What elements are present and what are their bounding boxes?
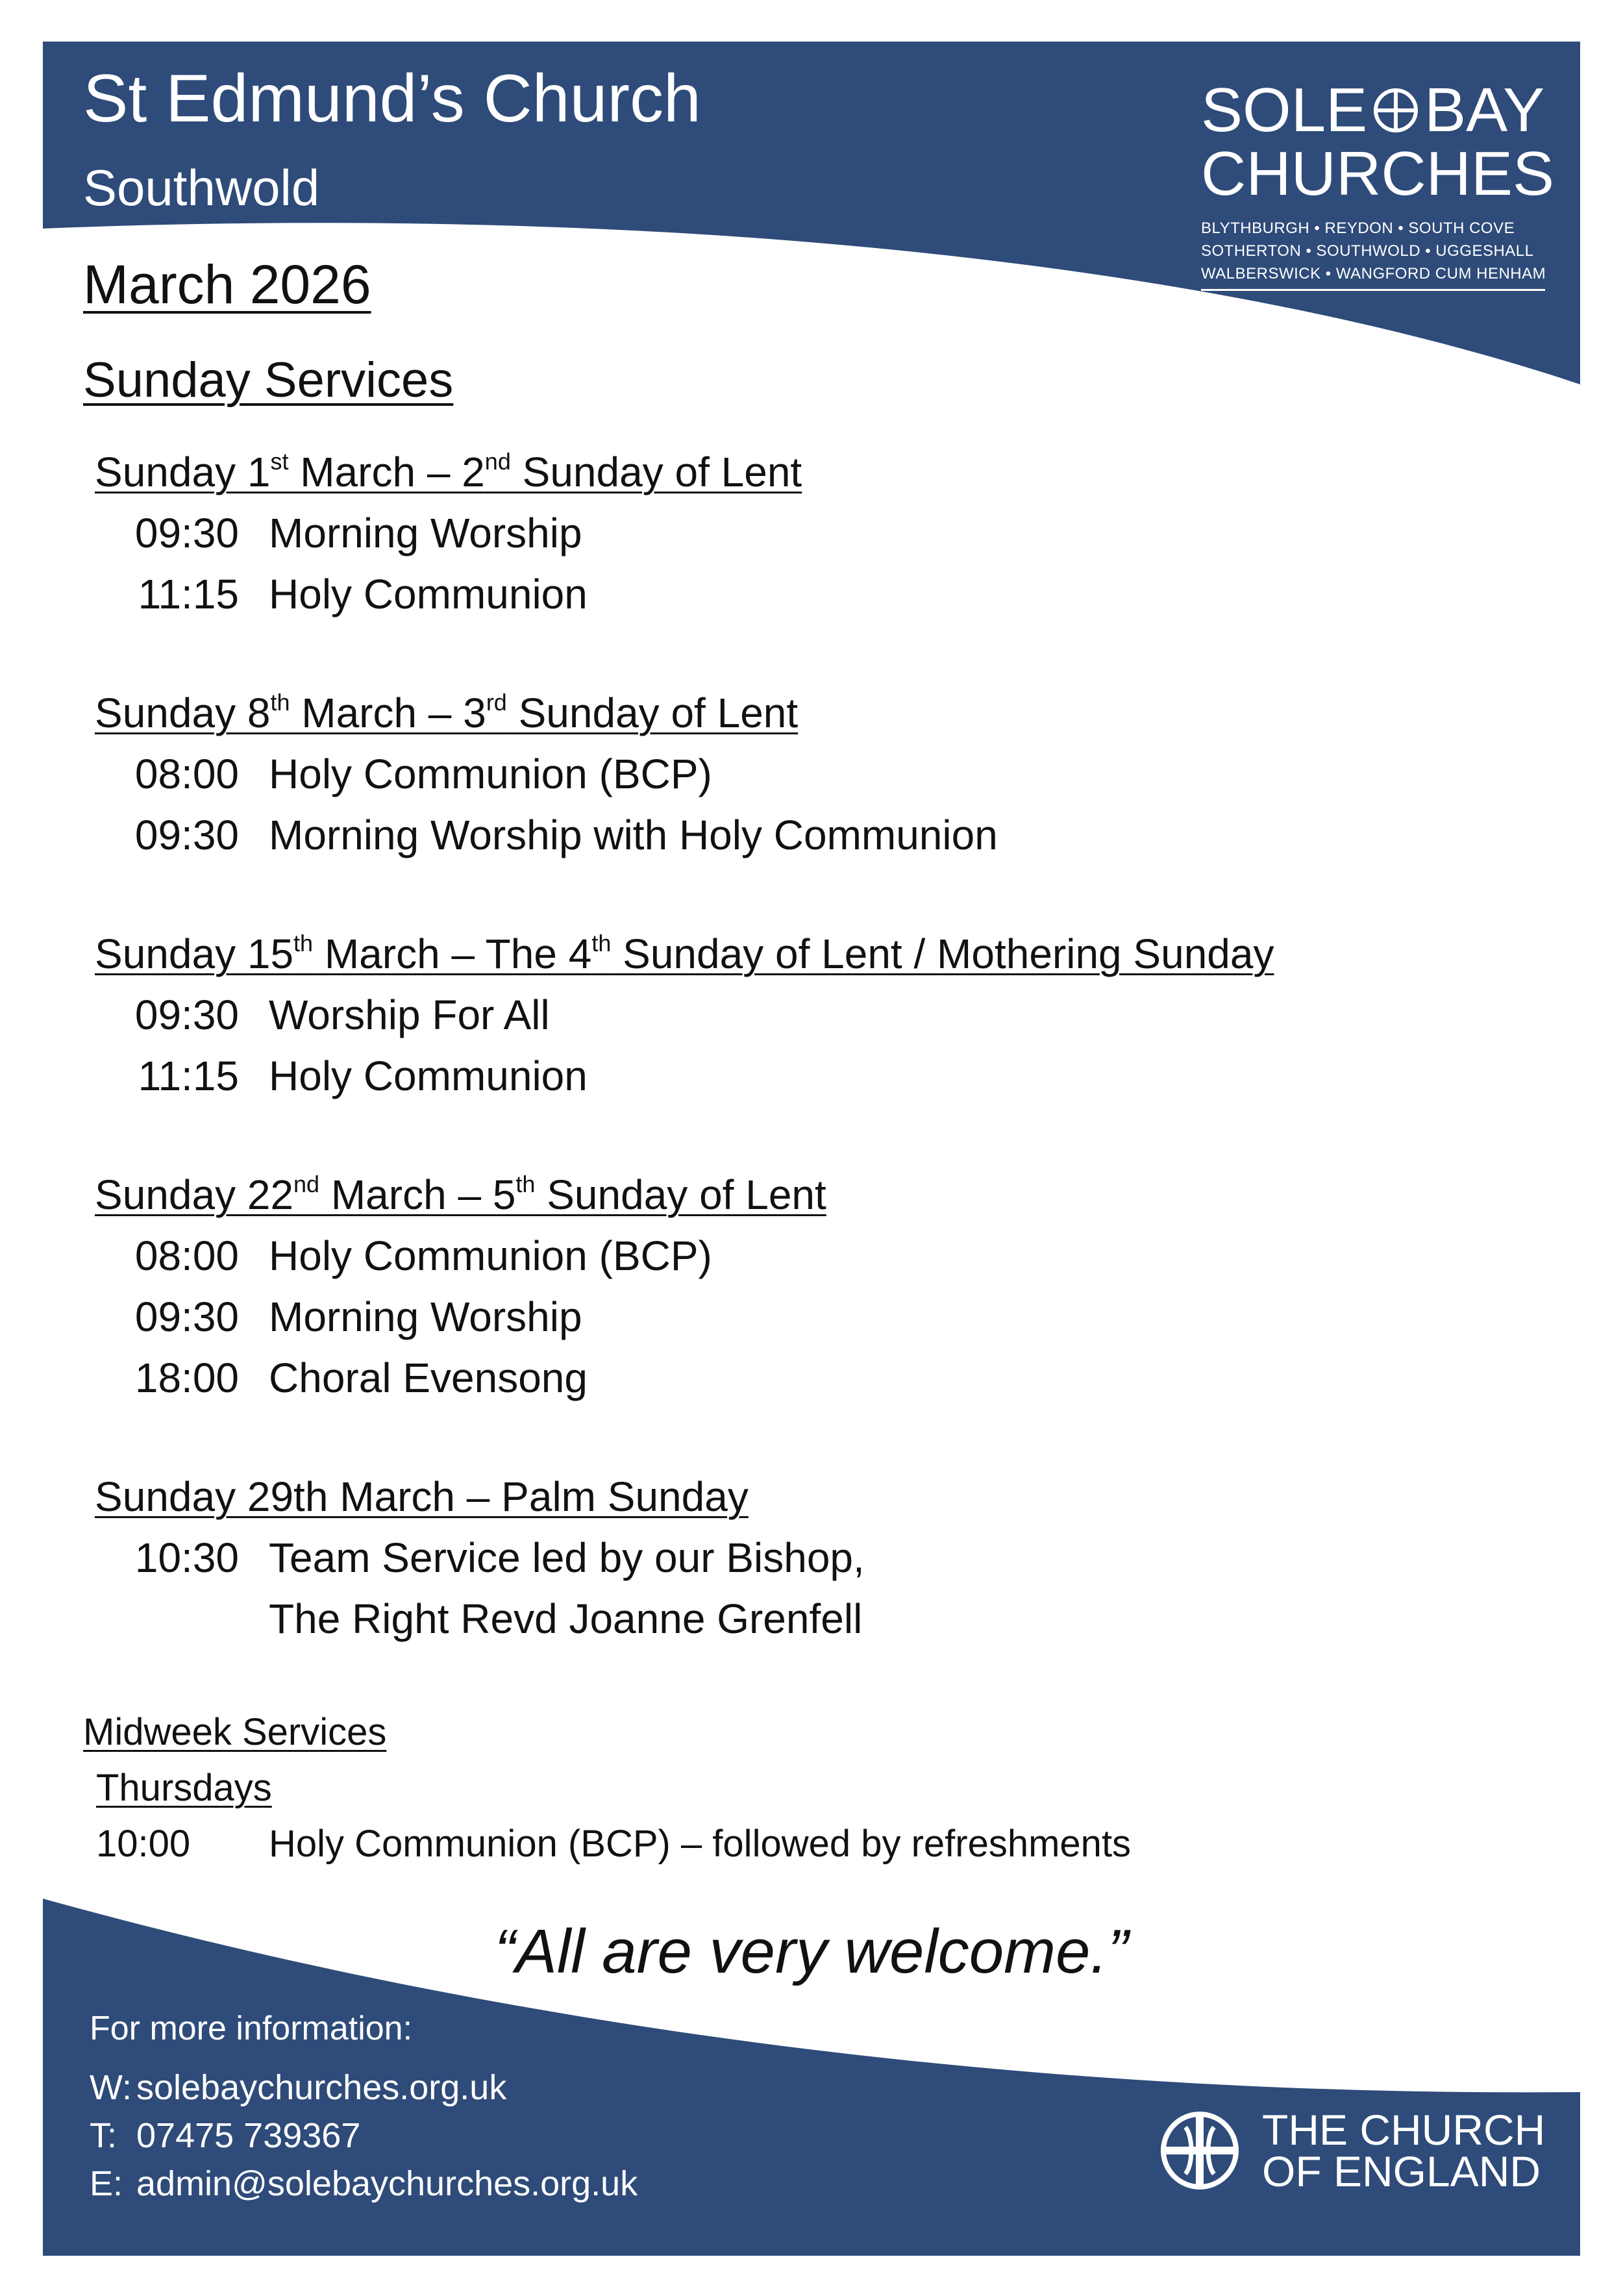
website-link[interactable]: solebaychurches.org.uk xyxy=(136,2068,507,2107)
cross-in-circle-icon xyxy=(1372,87,1419,134)
service-time xyxy=(95,1588,269,1649)
sunday-group xyxy=(95,1164,1555,1408)
service-row xyxy=(95,1045,1555,1106)
service-row xyxy=(95,1225,1555,1286)
service-time: 18:00 xyxy=(134,1354,239,1401)
phone-number[interactable]: 07475 739367 xyxy=(136,2116,361,2155)
logo-word-sole: SOLE xyxy=(1201,75,1368,145)
midweek-service-time: 10:00 xyxy=(96,1823,191,1865)
contact-key: E: xyxy=(90,2164,123,2203)
service-time: 09:30 xyxy=(134,510,239,556)
logo-word-churches: CHURCHES xyxy=(1201,139,1555,208)
service-time: 10:30 xyxy=(134,1534,239,1581)
service-row xyxy=(95,1527,1555,1588)
church-name: St Edmund’s Church xyxy=(83,61,701,136)
logo-places-line: WALBERSWICK • WANGFORD CUM HENHAM xyxy=(1201,265,1546,282)
sunday-group xyxy=(95,442,1555,625)
service-row xyxy=(95,984,1555,1045)
service-name: Morning Worship xyxy=(269,1293,582,1340)
service-time: 08:00 xyxy=(134,1232,239,1279)
service-name: Team Service led by our Bishop, xyxy=(269,1534,865,1581)
sunday-group xyxy=(95,1466,1555,1649)
midweek-service-name: Holy Communion (BCP) – followed by refreshments xyxy=(269,1823,1132,1865)
service-row xyxy=(95,1588,1555,1649)
sunday-services-list xyxy=(95,442,1555,1707)
contact-website xyxy=(90,2070,506,2105)
logo-rule xyxy=(1201,289,1545,291)
sunday-heading: Sunday 29th March – Palm Sunday xyxy=(95,1473,749,1520)
sunday-heading: Sunday 22nd March – 5th Sunday of Lent xyxy=(95,1171,826,1218)
service-row xyxy=(95,1347,1555,1408)
sole-bay-churches-logo xyxy=(1201,75,1555,291)
sunday-heading: Sunday 8th March – 3rd Sunday of Lent xyxy=(95,689,799,736)
service-row xyxy=(95,805,1555,866)
service-time: 09:30 xyxy=(134,812,239,858)
service-name: Holy Communion xyxy=(269,1053,588,1099)
service-time: 09:30 xyxy=(134,992,239,1038)
logo-word-bay: BAY xyxy=(1424,75,1545,145)
service-row xyxy=(95,1286,1555,1347)
sunday-heading: Sunday 15th March – The 4th Sunday of Lent / Mothering Sunday xyxy=(95,930,1274,977)
sunday-group xyxy=(95,682,1555,866)
logo-places-line: SOTHERTON • SOUTHWOLD • UGGESHALL xyxy=(1201,242,1534,260)
service-time: 09:30 xyxy=(134,1293,239,1340)
logo-places-line: BLYTHBURGH • REYDON • SOUTH COVE xyxy=(1201,219,1515,237)
coe-line: THE CHURCH xyxy=(1262,2106,1546,2154)
sunday-group xyxy=(95,923,1555,1106)
service-name: Morning Worship with Holy Communion xyxy=(269,812,998,858)
church-location: Southwold xyxy=(83,159,320,216)
email-link[interactable]: admin@solebaychurches.org.uk xyxy=(136,2164,638,2203)
contact-key: T: xyxy=(90,2116,118,2155)
service-time: 08:00 xyxy=(134,751,239,797)
service-name: The Right Revd Joanne Grenfell xyxy=(269,1595,863,1642)
service-name: Holy Communion (BCP) xyxy=(269,1232,712,1279)
midweek-services-title: Midweek Services xyxy=(83,1711,387,1753)
church-of-england-cross-icon xyxy=(1159,2110,1240,2191)
contact-key: W: xyxy=(90,2068,132,2107)
service-row xyxy=(95,503,1555,564)
contact-email xyxy=(90,2166,638,2201)
service-name: Morning Worship xyxy=(269,510,582,556)
service-name: Holy Communion (BCP) xyxy=(269,751,712,797)
church-of-england-logo xyxy=(1159,2106,1546,2195)
service-name: Choral Evensong xyxy=(269,1354,588,1401)
sunday-services-title: Sunday Services xyxy=(83,353,454,408)
service-row xyxy=(95,564,1555,625)
welcome-quote: “All are very welcome.” xyxy=(494,1917,1129,1986)
contact-phone xyxy=(90,2118,360,2153)
month-title: March 2026 xyxy=(83,254,371,315)
service-time: 11:15 xyxy=(138,1053,239,1099)
service-row xyxy=(95,743,1555,805)
sunday-heading: Sunday 1st March – 2nd Sunday of Lent xyxy=(95,448,802,495)
service-name: Holy Communion xyxy=(269,571,588,618)
contact-label: For more information: xyxy=(90,2010,413,2047)
service-time: 11:15 xyxy=(138,571,239,618)
midweek-day: Thursdays xyxy=(96,1767,272,1809)
service-name: Worship For All xyxy=(269,992,550,1038)
coe-line: OF ENGLAND xyxy=(1262,2147,1541,2195)
